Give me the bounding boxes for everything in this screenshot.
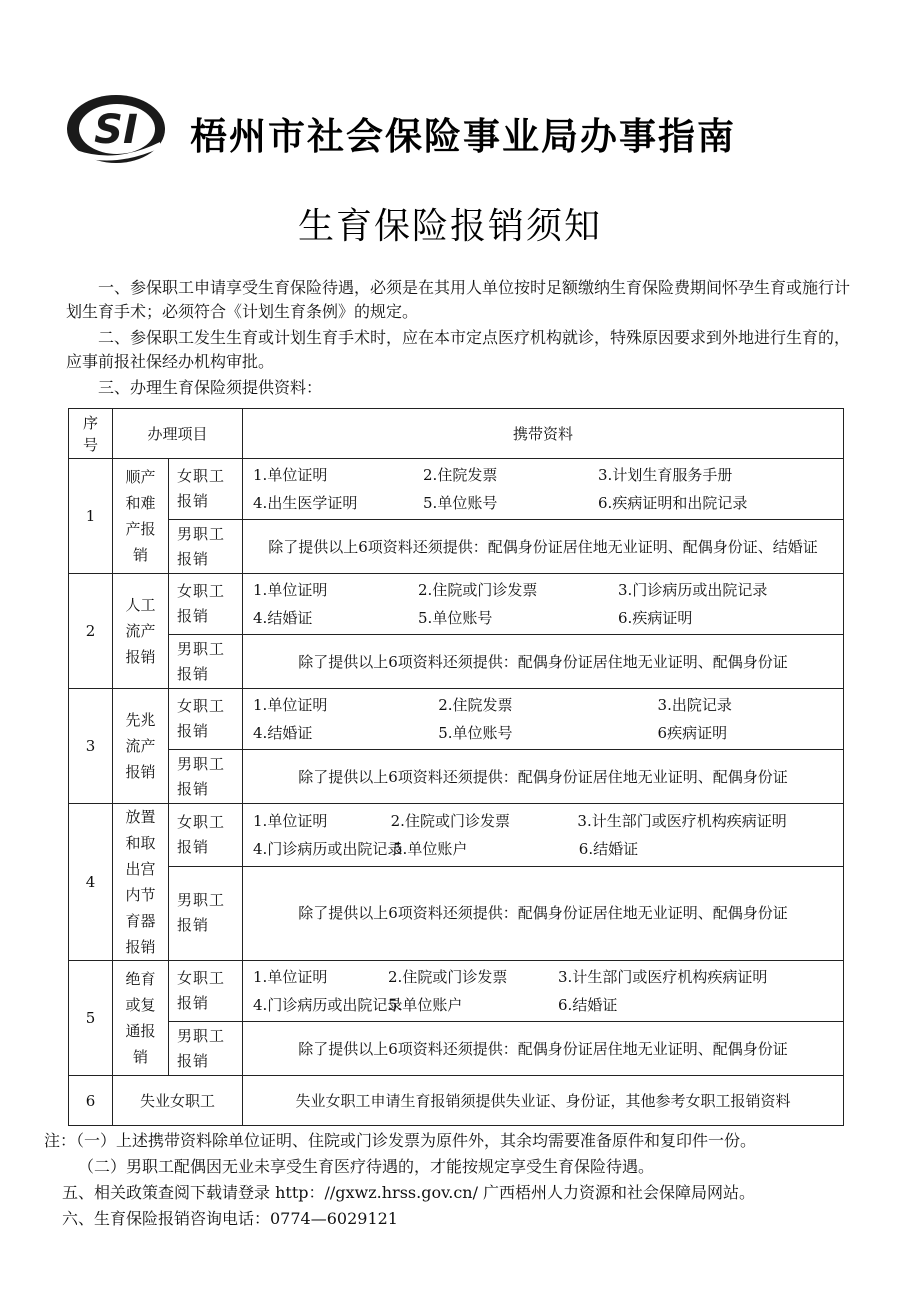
materials-line bbox=[253, 991, 833, 1019]
note-4: 六、生育保险报销咨询电话：0774—6029121 bbox=[62, 1209, 398, 1228]
material-item: 1.单位证明 bbox=[253, 968, 328, 986]
table-header-row bbox=[69, 409, 844, 459]
materials-line bbox=[253, 576, 833, 604]
material-item: 3.计划生育服务手册 bbox=[598, 466, 733, 484]
material-item: 6.结婚证 bbox=[558, 996, 618, 1014]
materials-line bbox=[253, 489, 833, 517]
material-item: 3.出院记录 bbox=[657, 696, 732, 714]
material-item: 4.门诊病历或出院记录 bbox=[253, 839, 403, 858]
header-seq: 序号 bbox=[69, 409, 113, 459]
note-2: （二）男职工配偶因无业未享受生育医疗待遇的，才能按规定享受生育保险待遇。 bbox=[78, 1157, 655, 1176]
male-materials: 除了提供以上6项资料还须提供：配偶身份证居住地无业证明、配偶身份证 bbox=[243, 1022, 844, 1076]
unemployed-materials: 失业女职工申请生育报销须提供失业证、身份证，其他参考女职工报销资料 bbox=[243, 1076, 844, 1126]
material-item: 2.住院发票 bbox=[438, 696, 513, 714]
female-label: 女职工报销 bbox=[169, 961, 243, 1022]
material-item: 3.门诊病历或出院记录 bbox=[618, 581, 768, 599]
material-item: 6.结婚证 bbox=[578, 839, 639, 858]
row-seq: 4 bbox=[69, 804, 113, 961]
materials-line bbox=[253, 963, 833, 991]
material-item: 2.住院或门诊发票 bbox=[388, 968, 508, 986]
row-item: 绝育或复通报销 bbox=[113, 961, 169, 1076]
male-materials: 除了提供以上6项资料还须提供：配偶身份证居住地无业证明、配偶身份证 bbox=[243, 750, 844, 804]
female-materials bbox=[243, 574, 844, 635]
table-row bbox=[69, 635, 844, 689]
female-label: 女职工报销 bbox=[169, 574, 243, 635]
table-row bbox=[69, 689, 844, 750]
row-seq: 5 bbox=[69, 961, 113, 1076]
material-item: 6.疾病证明和出院记录 bbox=[598, 494, 748, 512]
materials-line bbox=[253, 719, 833, 747]
material-item: 4.门诊病历或出院记录 bbox=[253, 996, 403, 1014]
material-item: 6疾病证明 bbox=[657, 724, 728, 742]
material-item: 1.单位证明 bbox=[253, 466, 328, 484]
document-title: 生育保险报销须知 bbox=[297, 206, 602, 247]
male-materials: 除了提供以上6项资料还须提供：配偶身份证居住地无业证明、配偶身份证 bbox=[243, 635, 844, 689]
table-row bbox=[69, 804, 844, 867]
row-seq: 6 bbox=[69, 1076, 113, 1126]
female-label: 女职工报销 bbox=[169, 459, 243, 520]
header-materials: 携带资料 bbox=[243, 409, 844, 459]
note-1: 注：（一）上述携带资料除单位证明、住院或门诊发票为原件外，其余均需要准备原件和复印件一份。 bbox=[44, 1131, 757, 1150]
row-item: 顺产和难产报销 bbox=[113, 459, 169, 574]
paragraph-1: 一、参保职工申请享受生育保险待遇，必须是在其用人单位按时足额缴纳生育保险费期间怀孕生育或施行计划生育手术；必须符合《计划生育条例》的规定。 bbox=[66, 278, 851, 321]
female-label: 女职工报销 bbox=[169, 689, 243, 750]
materials-line bbox=[253, 835, 833, 863]
materials-line bbox=[253, 807, 833, 835]
material-item: 4.结婚证 bbox=[253, 609, 313, 627]
female-materials bbox=[243, 689, 844, 750]
material-item: 5.单位账户 bbox=[393, 839, 468, 858]
table-row bbox=[69, 1022, 844, 1076]
female-label: 女职工报销 bbox=[169, 804, 243, 867]
row-item: 失业女职工 bbox=[113, 1076, 243, 1126]
materials-table bbox=[68, 408, 844, 1126]
material-item: 2.住院发票 bbox=[423, 466, 498, 484]
male-materials: 除了提供以上6项资料还须提供：配偶身份证居住地无业证明、配偶身份证、结婚证 bbox=[243, 520, 844, 574]
male-label: 男职工报销 bbox=[169, 866, 243, 960]
material-item: 6.疾病证明 bbox=[618, 609, 693, 627]
row-item: 人工流产报销 bbox=[113, 574, 169, 689]
row-item: 放置和取出宫内节育器报销 bbox=[113, 804, 169, 961]
paragraph-3: 三、办理生育保险须提供资料： bbox=[98, 378, 323, 397]
row-seq: 2 bbox=[69, 574, 113, 689]
male-materials: 除了提供以上6项资料还须提供：配偶身份证居住地无业证明、配偶身份证 bbox=[243, 866, 844, 960]
header-item: 办理项目 bbox=[113, 409, 243, 459]
material-item: 3.计生部门或医疗机构疾病证明 bbox=[577, 811, 787, 830]
material-item: 1.单位证明 bbox=[253, 581, 328, 599]
material-item: 1.单位证明 bbox=[253, 696, 328, 714]
org-title: 梧州市社会保险事业局办事指南 bbox=[190, 115, 736, 158]
row-seq: 3 bbox=[69, 689, 113, 804]
page-header bbox=[64, 92, 864, 172]
table-row bbox=[69, 574, 844, 635]
row-item: 先兆流产报销 bbox=[113, 689, 169, 804]
table-row bbox=[69, 866, 844, 960]
table-row bbox=[69, 459, 844, 520]
notes-section bbox=[44, 1128, 889, 1232]
material-item: 2.住院或门诊发票 bbox=[390, 811, 510, 830]
table-row bbox=[69, 750, 844, 804]
table-row bbox=[69, 961, 844, 1022]
materials-line bbox=[253, 461, 833, 489]
male-label: 男职工报销 bbox=[169, 750, 243, 804]
male-label: 男职工报销 bbox=[169, 520, 243, 574]
male-label: 男职工报销 bbox=[169, 1022, 243, 1076]
female-materials bbox=[243, 804, 844, 867]
material-item: 2.住院或门诊发票 bbox=[418, 581, 538, 599]
material-item: 1.单位证明 bbox=[253, 811, 328, 830]
note-3: 五、相关政策查阅下载请登录 http：//gxwz.hrss.gov.cn/ 广西梧州人力资源和社会保障局网站。 bbox=[62, 1183, 756, 1202]
male-label: 男职工报销 bbox=[169, 635, 243, 689]
material-item: 5.单位账号 bbox=[423, 494, 498, 512]
material-item: 5.单位账户 bbox=[388, 996, 463, 1014]
female-materials bbox=[243, 961, 844, 1022]
materials-line bbox=[253, 604, 833, 632]
paragraph-2: 二、参保职工发生生育或计划生育手术时，应在本市定点医疗机构就诊，特殊原因要求到外地进行生育的，应事前报社保经办机构审批。 bbox=[66, 328, 851, 371]
female-materials bbox=[243, 459, 844, 520]
social-insurance-logo-icon bbox=[64, 92, 168, 166]
row-seq: 1 bbox=[69, 459, 113, 574]
material-item: 5.单位账号 bbox=[438, 724, 513, 742]
material-item: 3.计生部门或医疗机构疾病证明 bbox=[558, 968, 768, 986]
material-item: 5.单位账号 bbox=[418, 609, 493, 627]
material-item: 4.结婚证 bbox=[253, 724, 313, 742]
table-row bbox=[69, 520, 844, 574]
materials-line bbox=[253, 691, 833, 719]
table-row-unemployed bbox=[69, 1076, 844, 1126]
material-item: 4.出生医学证明 bbox=[253, 494, 358, 512]
logo-text: SI bbox=[94, 107, 138, 153]
